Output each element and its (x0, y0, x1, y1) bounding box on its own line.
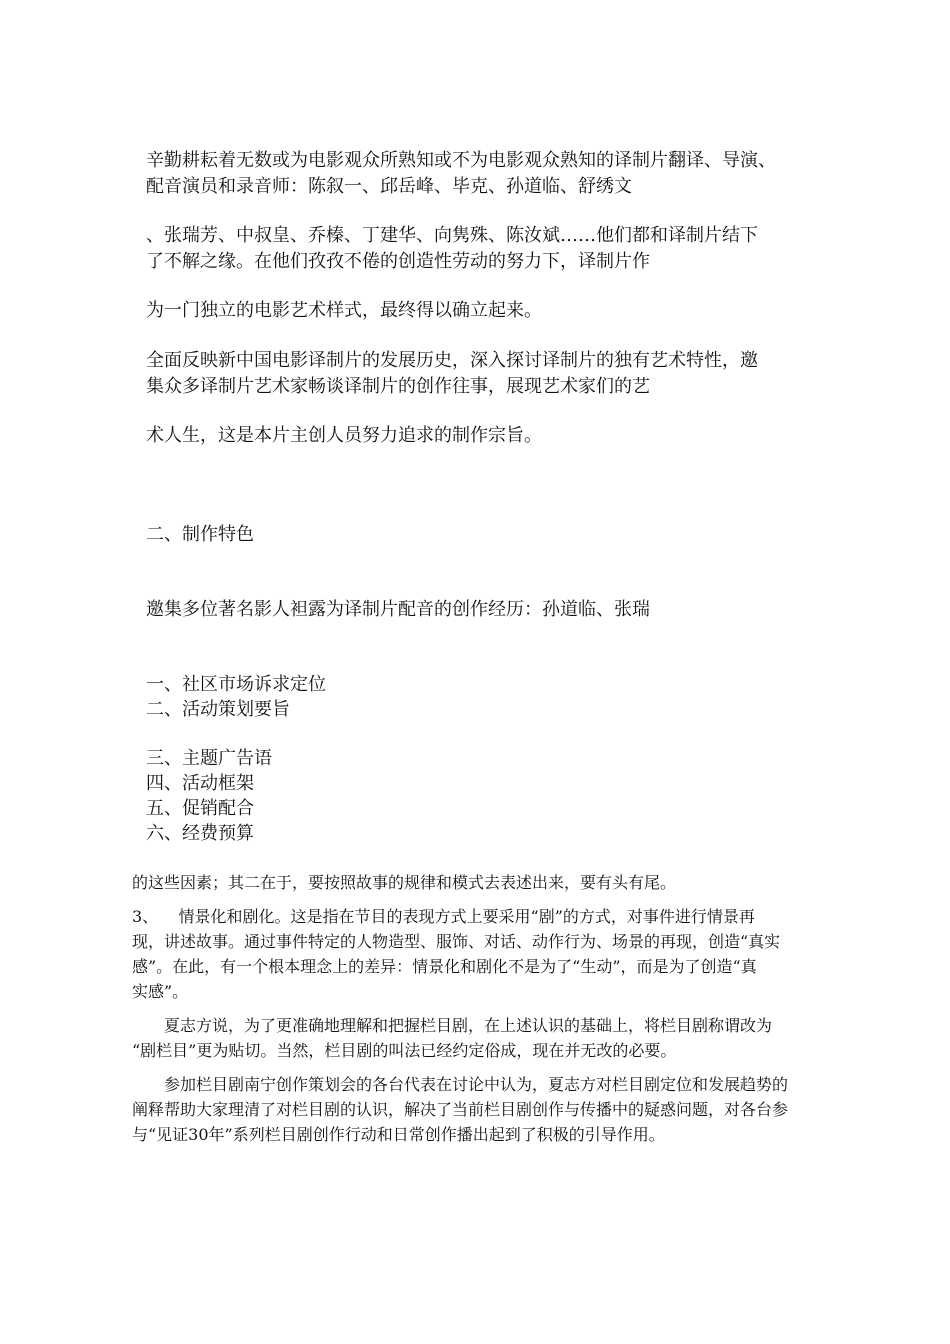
list-item: 五、促销配合 (146, 798, 254, 819)
list-item: 六、经费预算 (146, 823, 254, 844)
list-item: 一、社区市场诉求定位 (146, 674, 326, 695)
text-line: 夏志方说，为了更准确地理解和把握栏目剧，在上述认识的基础上，将栏目剧称谓改为 (164, 1016, 773, 1035)
text-line: 集众多译制片艺术家畅谈译制片的创作往事，展现艺术家们的艺 (146, 376, 650, 397)
paragraph-art-form: 为一门独立的电影艺术样式，最终得以确立起来。 (146, 300, 542, 321)
text-line: 感”。在此，有一个根本理念上的差异：情景化和剧化不是为了“生动”，而是为了创造“真 (132, 957, 757, 976)
text-line: 了不解之缘。在他们孜孜不倦的创造性劳动的努力下，译制片作 (146, 251, 650, 272)
text-line: 全面反映新中国电影译制片的发展历史，深入探讨译制片的独有艺术特性，邀 (146, 350, 758, 371)
text-line: 参加栏目剧南宁创作策划会的各台代表在讨论中认为，夏志方对栏目剧定位和发展趋势的 (164, 1075, 789, 1094)
list-item: 三、主题广告语 (146, 748, 272, 769)
paragraph-factors: 的这些因素；其二在于，要按照故事的规律和模式去表述出来，要有头有尾。 (132, 873, 677, 892)
section-heading: 二、制作特色 (146, 524, 254, 545)
list-item: 四、活动框架 (146, 773, 254, 794)
text-line: 配音演员和录音师：陈叙一、邱岳峰、毕克、孙道临、舒绣文 (146, 176, 632, 197)
text-line: 与“见证30年”系列栏目剧创作行动和日常创作播出起到了积极的引导作用。 (132, 1125, 665, 1144)
text-line: 3、 情景化和剧化。这是指在节目的表现方式上要采用“剧”的方式，对事件进行情景再 (132, 907, 755, 926)
list-item: 二、活动策划要旨 (146, 699, 290, 720)
paragraph-dubbing: 邀集多位著名影人袒露为译制片配音的创作经历：孙道临、张瑞 (146, 599, 650, 620)
text-line: 实感”。 (132, 982, 189, 1001)
text-line: 阐释帮助大家理清了对栏目剧的认识，解决了当前栏目剧创作与传播中的疑惑问题，对各台参 (132, 1100, 789, 1119)
text-line: 辛勤耕耘着无数或为电影观众所熟知或不为电影观众熟知的译制片翻译、导演、 (146, 150, 776, 171)
text-line: 现，讲述故事。通过事件特定的人物造型、服饰、对话、动作行为、场景的再现，创造“真实 (132, 932, 781, 951)
text-line: “剧栏目”更为贴切。当然，栏目剧的叫法已经约定俗成，现在并无改的必要。 (132, 1041, 677, 1060)
paragraph-purpose-end: 术人生，这是本片主创人员努力追求的制作宗旨。 (146, 425, 542, 446)
text-line: 、张瑞芳、中叔皇、乔榛、丁建华、向隽殊、陈汝斌……他们都和译制片结下 (146, 225, 758, 246)
